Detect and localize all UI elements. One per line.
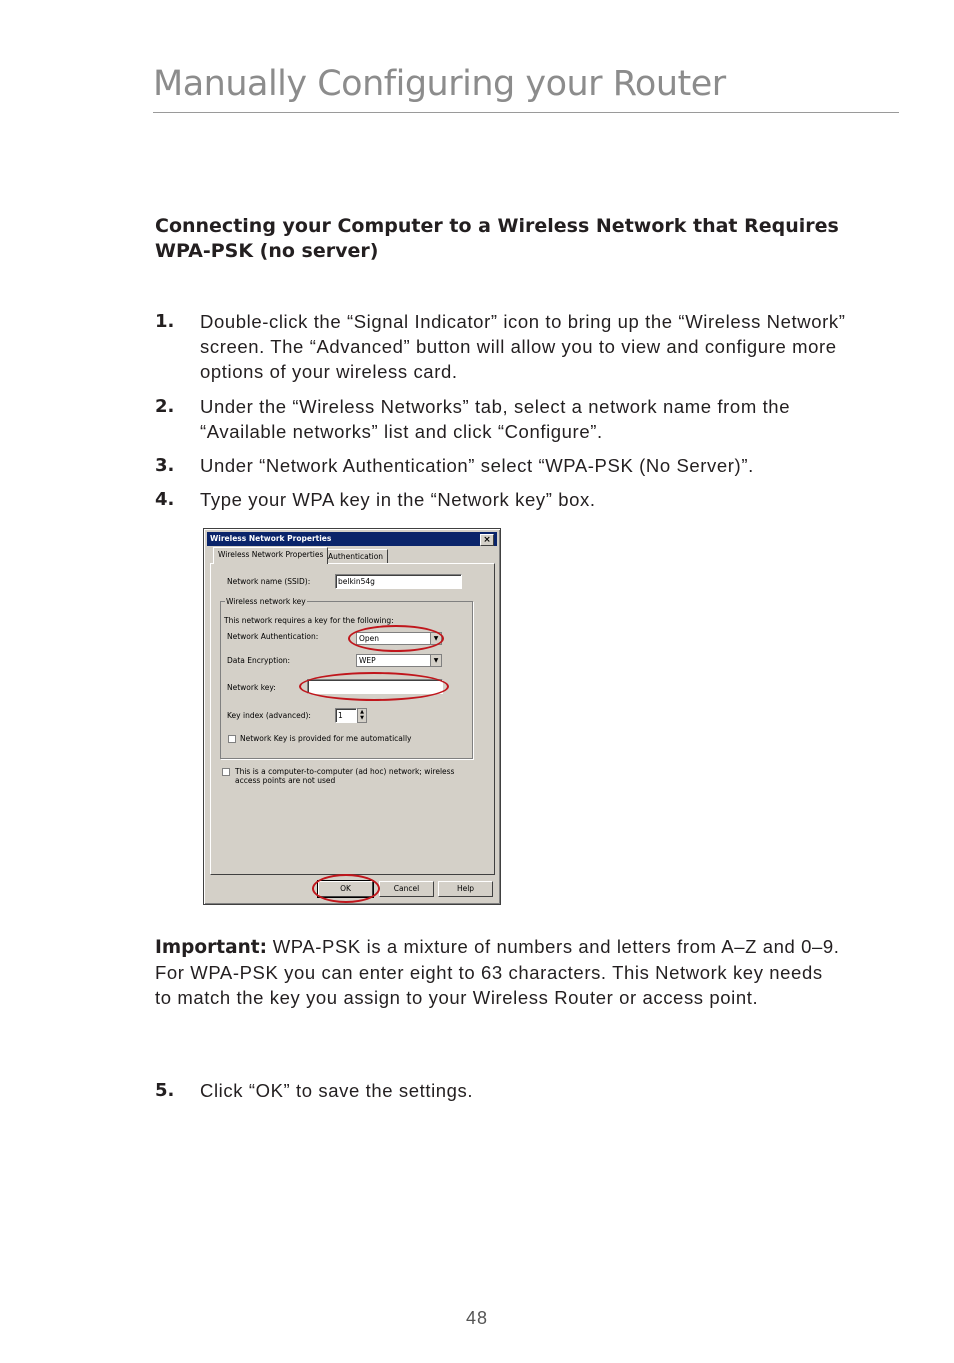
important-label: Important: — [155, 937, 267, 958]
important-note — [155, 934, 845, 1010]
dialog-titlebar — [207, 532, 497, 546]
encryption-select[interactable] — [356, 654, 442, 667]
step-number: 2. — [155, 396, 175, 417]
step-number: 1. — [155, 311, 175, 332]
tab-wireless-network-properties[interactable]: Wireless Network Properties — [213, 547, 328, 564]
adhoc-label: This is a computer-to-computer (ad hoc) network; wireless access points are not used — [235, 767, 455, 785]
auth-value: Open — [359, 634, 380, 643]
ok-button[interactable]: OK — [318, 881, 373, 897]
group-intro: This network requires a key for the following: — [224, 616, 394, 625]
key-index-spinner[interactable]: ▲ ▼ — [357, 708, 367, 723]
encryption-value: WEP — [359, 656, 376, 665]
page-title: Manually Configuring your Router — [153, 64, 726, 104]
network-name-field[interactable]: belkin54g — [335, 574, 462, 589]
step-text: Under “Network Authentication” select “WPA-PSK (No Server)”. — [200, 455, 754, 476]
step-number: 3. — [155, 455, 175, 476]
important-text: WPA-PSK is a mixture of numbers and letters from A–Z and 0–9. For WPA-PSK you can enter eight to 63 characters. This Network key needs to match the key you assign to your Wireless Router or access point. — [155, 936, 840, 1008]
groupbox-legend: Wireless network key — [226, 597, 306, 606]
section-heading: Connecting your Computer to a Wireless Network that Requires WPA-PSK (no server) — [155, 215, 839, 262]
network-key-field[interactable] — [307, 679, 443, 694]
chevron-down-icon[interactable]: ▼ — [430, 655, 441, 666]
step-text: Under the “Wireless Networks” tab, select a network name from the “Available networks” list and click “Configure”. — [200, 396, 791, 442]
encryption-label: Data Encryption: — [227, 656, 291, 665]
step-text: Double-click the “Signal Indicator” icon to bring up the “Wireless Network” screen. The “Advanced” button will allow you to view and configure more options of your wireless card. — [200, 311, 846, 382]
adhoc-checkbox[interactable] — [222, 768, 230, 776]
tab-authentication[interactable]: Authentication — [323, 549, 388, 563]
step-number: 4. — [155, 489, 175, 510]
auth-label: Network Authentication: — [227, 632, 319, 641]
dialog-title: Wireless Network Properties — [210, 534, 332, 543]
cancel-button[interactable]: Cancel — [379, 881, 434, 897]
step-text: Click “OK” to save the settings. — [200, 1080, 474, 1101]
close-icon[interactable]: × — [480, 534, 494, 546]
chevron-down-icon[interactable]: ▼ — [430, 633, 441, 644]
auto-key-checkbox[interactable] — [228, 735, 236, 743]
network-name-label: Network name (SSID): — [227, 577, 311, 586]
page-number: 48 — [465, 1308, 489, 1328]
header-rule — [153, 112, 899, 113]
key-index-label: Key index (advanced): — [227, 711, 311, 720]
key-index-field[interactable]: 1 — [335, 708, 357, 723]
step-number: 5. — [155, 1080, 175, 1101]
network-key-label: Network key: — [227, 683, 276, 692]
help-button[interactable]: Help — [438, 881, 493, 897]
step-text: Type your WPA key in the “Network key” box. — [200, 489, 596, 510]
auth-select[interactable] — [356, 632, 442, 645]
auto-key-label: Network Key is provided for me automatically — [240, 734, 412, 743]
wireless-properties-dialog — [203, 528, 501, 905]
